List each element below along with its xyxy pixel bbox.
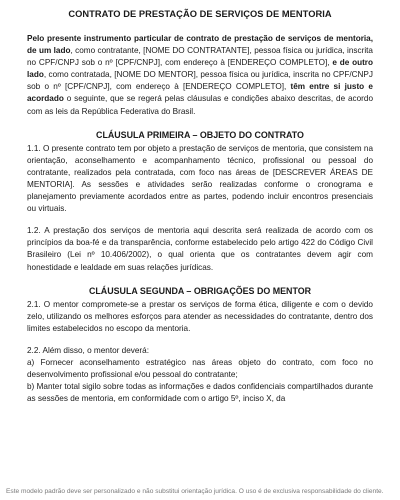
intro-paragraph xyxy=(27,33,373,118)
clause-two-item-b: b) Manter total sigilo sobre todas as informações e dados confidenciais compartilhados durante as sessões de mentoria, em conformidade com o artigo 5º, inciso X, da xyxy=(27,382,373,404)
intro-closing-text: o seguinte, que se regerá pelas cláusulas e condições abaixo descritas, de acordo com as leis da República Federativa do Brasil. xyxy=(27,94,373,116)
document-title: CONTRATO DE PRESTAÇÃO DE SERVIÇOS DE MENTORIA xyxy=(68,9,332,19)
intro-bold-opening: Pelo presente instrumento particular de contrato de prestação de serviços de mentoria, de um lado xyxy=(27,34,373,56)
disclaimer-footer: Este modelo padrão deve ser personalizado e não substitui orientação jurídica. O uso é de exclusiva responsabilidade do cliente. xyxy=(6,488,384,495)
intro-contratante-text: , como contratante, [NOME DO CONTRATANTE], pessoa física ou jurídica, inscrita no CPF/CNPJ sob o nº [CPF/CNPJ], com endereço à [ENDEREÇO COMPLETO], xyxy=(27,46,373,68)
clause-one-item-1-2: 1.2. A prestação dos serviços de mentoria aqui descrita será realizada de acordo com os princípios da boa-fé e da transparência, conforme estabelecido pelo artigo 422 do Código Civil Brasileiro (Lei nº 10.406/2002), o qual orienta que os contratantes devem agir com honestidade e lealdade em suas relações jurídicas. xyxy=(27,226,373,272)
clause-two-item-a: a) Fornecer aconselhamento estratégico nas áreas objeto do contrato, com foco no desenvolvimento profissional e/ou pessoal do contratante; xyxy=(27,357,373,380)
clause-one-title: CLÁUSULA PRIMEIRA – OBJETO DO CONTRATO xyxy=(96,129,304,140)
clause-one-item-1-1: 1.1. O presente contrato tem por objeto a prestação de serviços de mentoria, que consistem na orientação, aconselhamento e acompanhamento técnico, profissional ou pessoal do contratante, realizados pela contratada, com foco nas áreas de [DESCREVER ÁREAS DE MENTORIA]. As sessões e atividades serão realizadas conforme o cronograma e planejamento previamente acordados entre as partes, podendo incluir encontros presenciais ou virtuais. xyxy=(27,143,373,214)
clause-two-title: CLÁUSULA SEGUNDA – OBRIGAÇÕES DO MENTOR xyxy=(88,285,312,296)
intro-contratada-text: , como contratada, [NOME DO MENTOR], pessoa física ou jurídica, inscrita no CPF/CNPJ sob o nº [CPF/CNPJ], com endereço à [ENDEREÇO COMPLETO], xyxy=(27,70,373,92)
intro-bold-outro-lado: e de outro lado xyxy=(27,58,373,80)
intro-bold-acordado: têm entre si justo e acordado xyxy=(27,82,373,104)
clause-two-item-2-2: 2.2. Além disso, o mentor deverá: xyxy=(27,345,149,355)
clause-two-item-2-1: 2.1. O mentor compromete-se a prestar os serviços de forma ética, diligente e com o devido zelo, utilizando os melhores esforços para atender as necessidades do contratante, dentro dos limites estabelecidos no escopo da mentoria. xyxy=(27,299,373,333)
